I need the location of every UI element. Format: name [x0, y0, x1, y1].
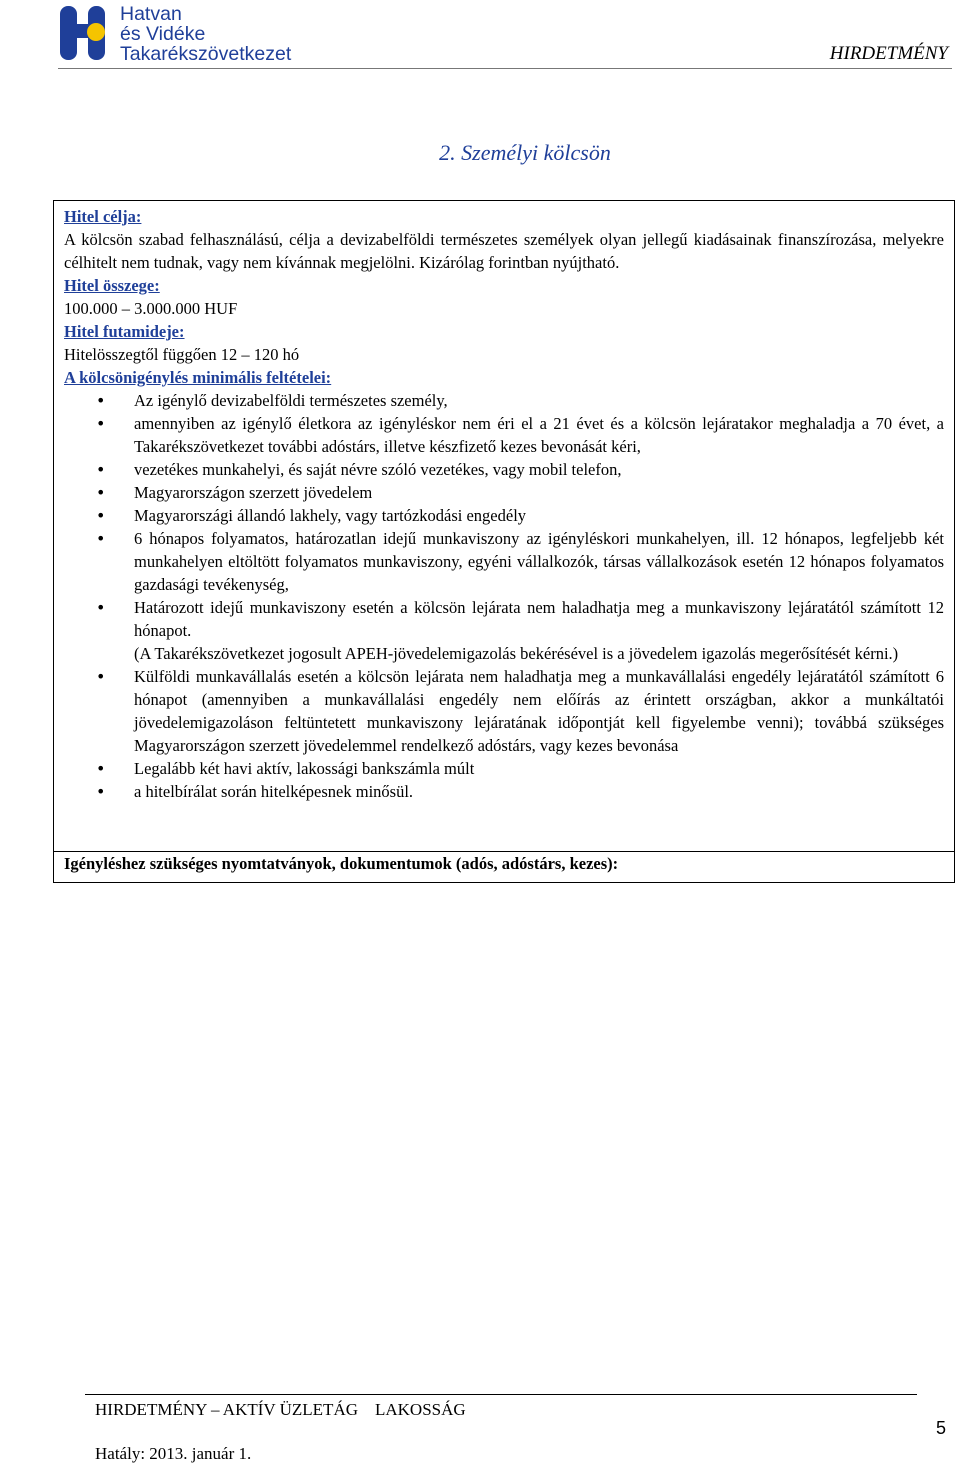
documents-row [54, 851, 954, 882]
loan-details-box [53, 200, 955, 883]
term-label: Hitel futamideje: [64, 322, 185, 341]
amount-label: Hitel összege: [64, 276, 160, 295]
logo-mark-icon [58, 2, 120, 64]
term-text: Hitelösszegtől függően 12 – 120 hó [64, 345, 300, 364]
documents-label: Igényléshez szükséges nyomtatványok, dokumentumok (adós, adóstárs, kezes): [64, 854, 619, 873]
effective-date: Hatály: 2013. január 1. [95, 1444, 252, 1463]
apeh-note-text: (A Takarékszövetkezet jogosult APEH-jövedelemigazolás bekérésével is a jövedelem igazolás megerősítését kérni.) [134, 644, 899, 663]
list-item: • Határozott idejű munkaviszony esetén a kölcsön lejárata nem haladhatja meg a munkaviszony lejáratától számított 12 hónapot. [64, 596, 944, 642]
list-item: • amennyiben az igénylő életkora az igényléskor nem éri el a 21 évet és a kölcsön lejáratakor meghaladja a 70 évet, a Takarékszövetkezet további adóstárs, illetve készfizető kezes bevonását kéri, [64, 412, 944, 458]
list-item: • Az igénylő devizabelföldi természetes személy, [64, 389, 944, 412]
section-title: 2. Személyi kölcsön [439, 140, 611, 165]
logo-line-2: és Vidéke [120, 23, 206, 45]
list-item: • Külföldi munkavállalás esetén a kölcsön lejárata nem haladhatja meg a munkavállalási engedély lejáratától számított 6 hónapot (amennyiben a munkavállalási engedély nem előírás az érintett országban, akkor a munkáltatói jövedelemigazoláson feltüntetett munkaviszony lejáratának időpontját kell figyelembe venni); továbbá szükséges Magyarországon szerzett jövedelemmel rendelkező adóstárs, vagy kezes bevonása [64, 665, 944, 757]
footer-divider [85, 1394, 917, 1395]
apeh-note [64, 642, 944, 665]
logo-wordmark [120, 4, 291, 64]
page-number: 5 [936, 1418, 947, 1438]
company-logo [58, 2, 328, 66]
footer-title: HIRDETMÉNY – AKTÍV ÜZLETÁG LAKOSSÁG [95, 1400, 466, 1419]
header-divider [58, 68, 952, 69]
logo-line-1: Hatvan [120, 3, 182, 25]
list-item: • Magyarországon szerzett jövedelem [64, 481, 944, 504]
list-item: • Magyarországi állandó lakhely, vagy tartózkodási engedély [64, 504, 944, 527]
list-item: • Legalább két havi aktív, lakossági bankszámla múlt [64, 757, 944, 780]
logo-line-3: Takarékszövetkezet [120, 43, 292, 65]
purpose-text: A kölcsön szabad felhasználású, célja a devizabelföldi természetes személyek olyan jellegű kiadásainak finanszírozása, melyekre célhitelt nem tudnak, vagy nem kívánnak megjelölni. Kizárólag forintban nyújtható. [64, 230, 944, 272]
list-item: • a hitelbírálat során hitelképesnek minősül. [64, 780, 944, 803]
list-item: • 6 hónapos folyamatos, határozatlan idejű munkaviszony az igényléskori munkahelyen, ill. 12 hónapos, legfeljebb két munkahelyen eltöltött folyamatos munkaviszony, egyéni vállalkozók, társas vállalkozások esetén 12 hónapos folyamatos gazdasági tevékenység, [64, 527, 944, 596]
page-header [0, 0, 960, 70]
purpose-label: Hitel célja: [64, 207, 142, 226]
amount-text: 100.000 – 3.000.000 HUF [64, 299, 238, 318]
conditions-label: A kölcsönigénylés minimális feltételei: [64, 368, 332, 387]
loan-details-content [64, 205, 944, 803]
conditions-list [64, 389, 944, 803]
document-type: HIRDETMÉNY [829, 43, 948, 64]
list-item: • vezetékes munkahelyi, és saját névre szóló vezetékes, vagy mobil telefon, [64, 458, 944, 481]
